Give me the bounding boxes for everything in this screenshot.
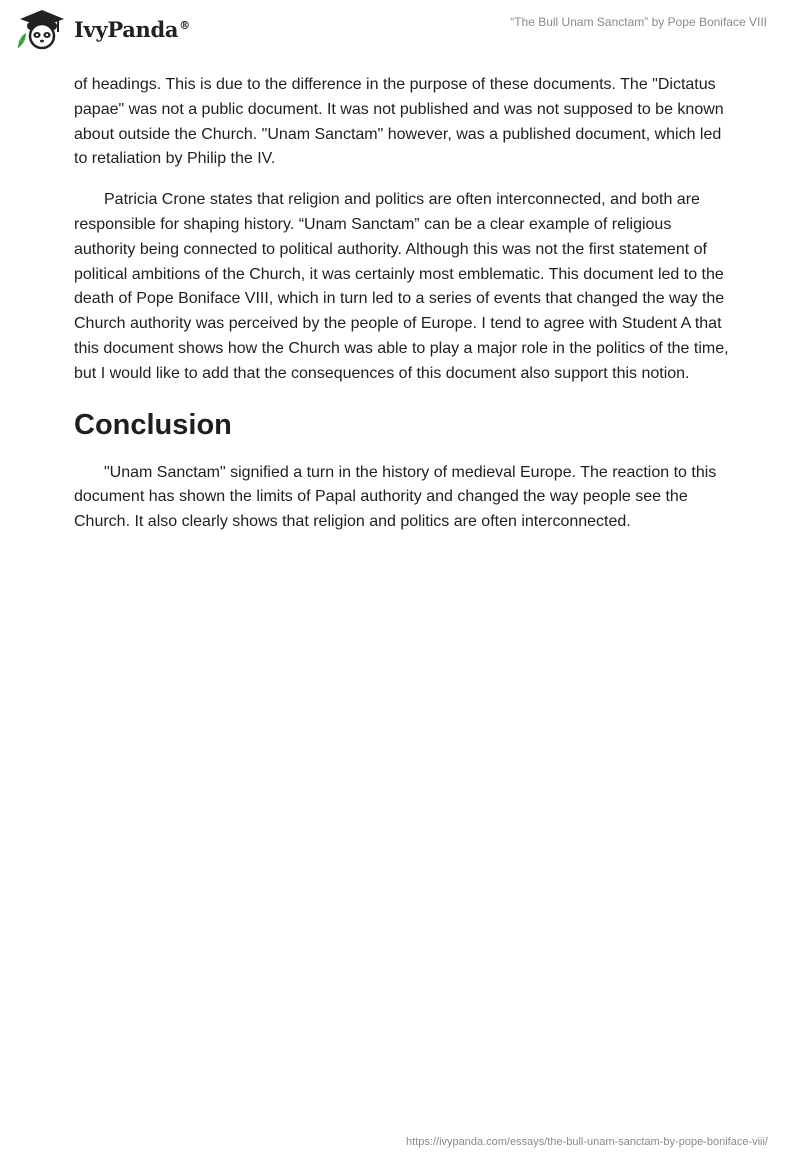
- page-header: [0, 0, 800, 60]
- panda-logo-icon: [14, 8, 70, 50]
- essay-body: [74, 73, 734, 553]
- source-url[interactable]: https://ivypanda.com/essays/the-bull-unam-sanctam-by-pope-boniface-viii/: [406, 1136, 768, 1148]
- brand-name: IvyPanda®: [74, 16, 190, 42]
- paragraph-crone: Patricia Crone states that religion and politics are often interconnected, and both are responsible for shaping history. “Unam Sanctam” can be a clear example of religious authority being connected to political authority. Although this was not the first statement of political ambitions of the Church, it was certainly most emblematic. This document led to the death of Pope Boniface VIII, which in turn led to a series of events that changed the way the Church authority was perceived by the people of Europe. I tend to agree with Student A that this document shows how the Church was able to play a major role in the politics of the time, but I would like to add that the consequences of this document also support this notion.: [74, 191, 729, 382]
- paragraph-continued: of headings. This is due to the difference in the purpose of these documents. The "Dictatus papae" was not a public document. It was not published and was not supposed to be known about outside the Church. "Unam Sanctam" however, was a published document, which led to retaliation by Philip the IV.: [74, 76, 724, 168]
- registered-mark: ®: [179, 18, 190, 32]
- section-heading-conclusion: Conclusion: [74, 408, 232, 441]
- document-title: “The Bull Unam Sanctam” by Pope Boniface VIII: [510, 15, 767, 29]
- ivypanda-logo[interactable]: [14, 8, 190, 50]
- paragraph-conclusion: "Unam Sanctam" signified a turn in the history of medieval Europe. The reaction to this document has shown the limits of Papal authority and changed the way people see the Church. It also clearly shows that religion and politics are often interconnected.: [74, 463, 717, 531]
